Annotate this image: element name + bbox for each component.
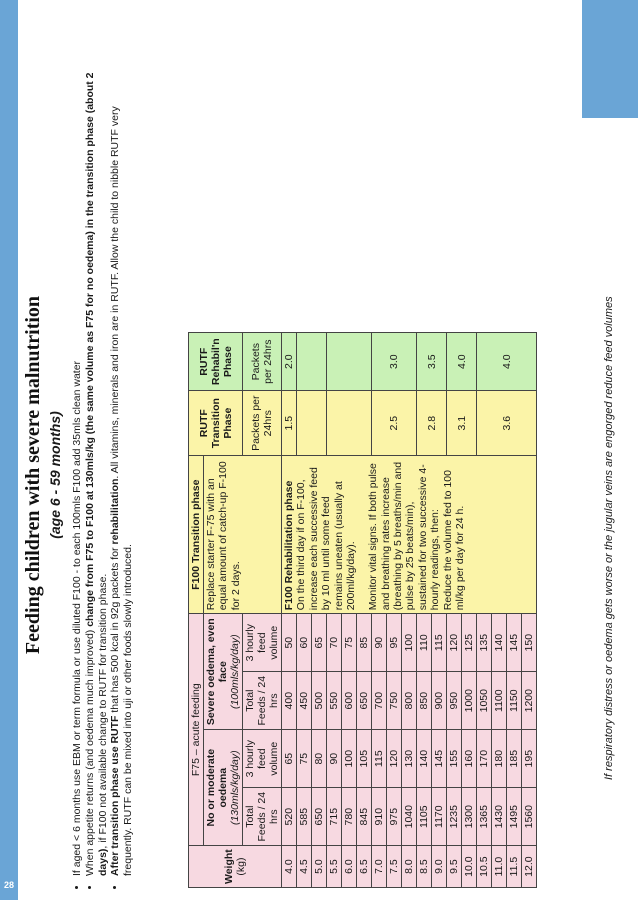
no-oedema-total-cell: 910 xyxy=(372,788,387,846)
rutf-transition-cell: 3.6 xyxy=(477,391,537,456)
rutf-rehab-cell xyxy=(297,333,327,391)
severe-3hourly-cell: 50 xyxy=(282,614,297,672)
severe-3hourly-cell: 90 xyxy=(372,614,387,672)
weight-cell: 10.5 xyxy=(477,846,492,888)
severe-3hourly-cell: 135 xyxy=(477,614,492,672)
no-oedema-3hourly-cell: 195 xyxy=(522,730,537,788)
severe-3hourly-cell: 150 xyxy=(522,614,537,672)
rutf-transition-cell: 2.8 xyxy=(417,391,447,456)
rutf-transition-header: RUTF Transition Phase xyxy=(189,391,243,456)
severe-3hourly-cell: 95 xyxy=(387,614,402,672)
weight-cell: 9.5 xyxy=(447,846,462,888)
severe-oedema-header: Severe oedema, even face (100mls/kg/day) xyxy=(204,614,243,730)
severe-3hourly-cell: 75 xyxy=(342,614,357,672)
severe-total-header: Total Feeds / 24 hrs xyxy=(243,672,282,730)
page-subtitle: (age 6 - 59 months) xyxy=(47,411,63,539)
no-oedema-total-cell: 1495 xyxy=(507,788,522,846)
no-oedema-3hourly-cell: 120 xyxy=(387,730,402,788)
severe-total-cell: 600 xyxy=(342,672,357,730)
rutf-transition-cell xyxy=(327,391,372,456)
severe-3hourly-cell: 85 xyxy=(357,614,372,672)
f100-transition-text: Replace starter F-75 with an equal amount of catch-up F-100 for 2 days. xyxy=(204,456,282,614)
no-oedema-3hourly-cell: 90 xyxy=(327,730,342,788)
f100-rehab-text-1: On the third day if on F-100, increase each successive feed by 10 ml until some feed remains uneaten (usually at 200ml/kg/day). xyxy=(295,467,357,611)
severe-3hourly-cell: 65 xyxy=(312,614,327,672)
bullet-appetite-returns: • When appetite returns (and oedema much improved) change from F75 to F100 at 130mls/kg (the same volume as F75 for no oedema) in the transition phase (about 2 days), if F100 not available change to RUTF for transition phase. xyxy=(84,60,110,876)
weight-cell: 9.0 xyxy=(432,846,447,888)
severe-3hourly-cell: 60 xyxy=(297,614,312,672)
weight-cell: 6.0 xyxy=(342,846,357,888)
severe-total-cell: 450 xyxy=(297,672,312,730)
severe-total-cell: 1050 xyxy=(477,672,492,730)
no-oedema-3hourly-cell: 145 xyxy=(432,730,447,788)
severe-3hourly-cell: 125 xyxy=(462,614,477,672)
table-row xyxy=(282,333,297,888)
severe-total-cell: 800 xyxy=(402,672,417,730)
f100-rehab-header: F100 Rehabilitation phase xyxy=(283,480,295,611)
no-oedema-total-cell: 845 xyxy=(357,788,372,846)
rutf-transition-packets-header: Packets per 24hrs xyxy=(243,391,282,456)
severe-3hourly-header: 3 hourly feed volume xyxy=(243,614,282,672)
no-oedema-total-cell: 1300 xyxy=(462,788,477,846)
rutf-rehab-cell: 4.0 xyxy=(477,333,537,391)
severe-total-cell: 1000 xyxy=(462,672,477,730)
weight-cell: 12.0 xyxy=(522,846,537,888)
no-oedema-total-cell: 1365 xyxy=(477,788,492,846)
no-oedema-3hourly-cell: 155 xyxy=(447,730,462,788)
footnote: If respiratory distress or oedema gets worse or the jugular veins are engorged reduce feed volumes xyxy=(603,296,615,780)
page-title: Feeding children with severe malnutrition xyxy=(22,295,44,655)
no-oedema-3hourly-cell: 100 xyxy=(342,730,357,788)
page-content xyxy=(22,60,135,890)
rutf-rehab-packets-header: Packets per 24hrs xyxy=(243,333,282,391)
severe-total-cell: 700 xyxy=(372,672,387,730)
weight-cell: 8.0 xyxy=(402,846,417,888)
severe-total-cell: 900 xyxy=(432,672,447,730)
no-oedema-3hourly-cell: 140 xyxy=(417,730,432,788)
severe-total-cell: 650 xyxy=(357,672,372,730)
no-oedema-3hourly-cell: 180 xyxy=(492,730,507,788)
severe-3hourly-cell: 70 xyxy=(327,614,342,672)
rutf-rehab-header: RUTF Rehabil'n Phase xyxy=(189,333,243,391)
f100-rehab-protocol xyxy=(282,456,537,614)
no-oedema-3hourly-cell: 115 xyxy=(372,730,387,788)
f100-rehab-text-2: Monitor vital signs. If both pulse and breathing rates increase (breathing by 5 breaths/min and pulse by 25 beats/min), sustained for two successive 4-hourly readings, then: xyxy=(367,461,442,611)
weight-cell: 11.5 xyxy=(507,846,522,888)
severe-3hourly-cell: 140 xyxy=(492,614,507,672)
f75-header: F75 – acute feeding xyxy=(189,614,204,846)
rutf-rehab-cell: 3.5 xyxy=(417,333,447,391)
no-oedema-total-cell: 1430 xyxy=(492,788,507,846)
weight-cell: 5.0 xyxy=(312,846,327,888)
severe-total-cell: 750 xyxy=(387,672,402,730)
no-oedema-3hourly-cell: 65 xyxy=(282,730,297,788)
bullet-under-6-months: • If aged < 6 months use EBM or term formula or use diluted F100 - to each 100mls F100 add 35mls clean water xyxy=(71,60,84,876)
no-oedema-3hourly-cell: 185 xyxy=(507,730,522,788)
no-oedema-3hourly-cell: 160 xyxy=(462,730,477,788)
weight-cell: 11.0 xyxy=(492,846,507,888)
weight-cell: 7.5 xyxy=(387,846,402,888)
severe-3hourly-cell: 100 xyxy=(402,614,417,672)
no-oedema-3hourly-cell: 130 xyxy=(402,730,417,788)
severe-total-cell: 400 xyxy=(282,672,297,730)
weight-cell: 10.0 xyxy=(462,846,477,888)
severe-total-cell: 1150 xyxy=(507,672,522,730)
severe-3hourly-cell: 120 xyxy=(447,614,462,672)
rutf-transition-cell: 3.1 xyxy=(447,391,477,456)
severe-total-cell: 500 xyxy=(312,672,327,730)
no-oedema-total-cell: 1040 xyxy=(402,788,417,846)
severe-total-cell: 950 xyxy=(447,672,462,730)
no-oedema-3hourly-cell: 170 xyxy=(477,730,492,788)
feeding-table xyxy=(188,332,537,888)
page-number: 28 xyxy=(0,870,18,900)
no-oedema-3hourly-cell: 105 xyxy=(357,730,372,788)
no-oedema-total-cell: 1235 xyxy=(447,788,462,846)
severe-total-cell: 1200 xyxy=(522,672,537,730)
weight-cell: 4.5 xyxy=(297,846,312,888)
rutf-rehab-cell xyxy=(327,333,372,391)
no-oedema-3hourly-cell: 75 xyxy=(297,730,312,788)
rutf-transition-cell xyxy=(297,391,327,456)
no-oedema-total-cell: 975 xyxy=(387,788,402,846)
weight-cell: 8.5 xyxy=(417,846,432,888)
no-oedema-total-cell: 585 xyxy=(297,788,312,846)
no-oedema-total-cell: 715 xyxy=(327,788,342,846)
severe-3hourly-cell: 145 xyxy=(507,614,522,672)
weight-header: Weight (kg) xyxy=(189,846,282,888)
weight-cell: 5.5 xyxy=(327,846,342,888)
no-oedema-total-cell: 1560 xyxy=(522,788,537,846)
no-oedema-total-cell: 650 xyxy=(312,788,327,846)
rutf-rehab-cell: 4.0 xyxy=(447,333,477,391)
no-oedema-3hourly-header: 3 hourly feed volume xyxy=(243,730,282,788)
severe-total-cell: 550 xyxy=(327,672,342,730)
severe-3hourly-cell: 110 xyxy=(417,614,432,672)
weight-cell: 6.5 xyxy=(357,846,372,888)
rutf-transition-cell: 2.5 xyxy=(372,391,417,456)
severe-total-cell: 1100 xyxy=(492,672,507,730)
weight-cell: 7.0 xyxy=(372,846,387,888)
severe-3hourly-cell: 115 xyxy=(432,614,447,672)
rutf-transition-cell: 1.5 xyxy=(282,391,297,456)
no-oedema-total-cell: 780 xyxy=(342,788,357,846)
f100-transition-header: F100 Transition phase xyxy=(189,456,204,614)
severe-total-cell: 850 xyxy=(417,672,432,730)
f100-rehab-text-3: Reduce the volume fed to 100 ml/kg per day for 24 h. xyxy=(441,470,466,611)
feeding-table-body xyxy=(282,333,537,888)
no-oedema-total-cell: 1105 xyxy=(417,788,432,846)
no-oedema-3hourly-cell: 80 xyxy=(312,730,327,788)
instruction-list xyxy=(71,60,135,890)
bullet-after-transition: • After transition phase use RUTF that has 500 kcal in 92g packets for rehabilitation. All vitamins, minerals and iron are in RUTF. Allow the child to nibble RUTF very frequently. RUTF can be mixed into uji or other foods slowly introduced. xyxy=(109,60,135,876)
rutf-rehab-cell: 2.0 xyxy=(282,333,297,391)
no-oedema-header: No or moderate oedema (130mls/kg/day) xyxy=(204,730,243,846)
no-oedema-total-cell: 1170 xyxy=(432,788,447,846)
rutf-rehab-cell: 3.0 xyxy=(372,333,417,391)
weight-cell: 4.0 xyxy=(282,846,297,888)
no-oedema-total-header: Total Feeds / 24 hrs xyxy=(243,788,282,846)
no-oedema-total-cell: 520 xyxy=(282,788,297,846)
